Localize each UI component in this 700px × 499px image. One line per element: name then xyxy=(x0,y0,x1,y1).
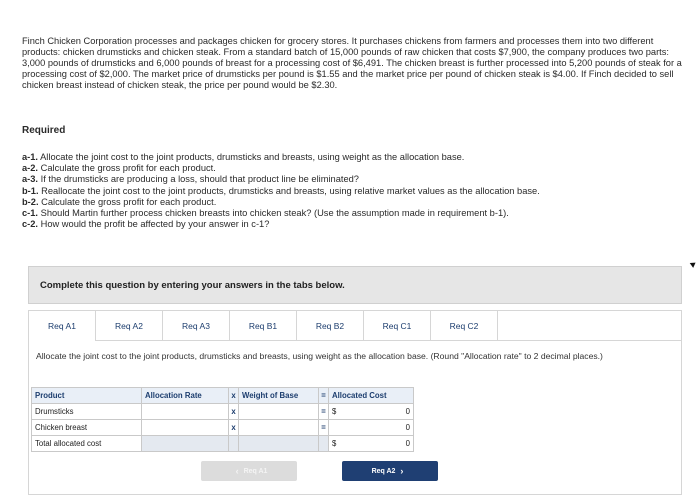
table-row xyxy=(32,420,414,436)
table-row xyxy=(32,404,414,420)
next-button-label: Req A2 xyxy=(371,467,396,475)
prev-button[interactable] xyxy=(201,461,297,481)
banner-text: Complete this question by entering your answers in the tabs below. xyxy=(40,280,345,291)
blank-op-cell xyxy=(319,436,329,452)
tab-req-a2[interactable]: Req A2 xyxy=(96,311,163,341)
breast-allocated-cost xyxy=(329,420,414,436)
tab-req-a1[interactable]: Req A1 xyxy=(29,311,96,341)
prev-button-label: Req A1 xyxy=(243,467,268,475)
row-label-chicken-breast: Chicken breast xyxy=(32,420,142,436)
cost-value: 0 xyxy=(405,423,410,432)
dollar-sign: $ xyxy=(332,439,337,448)
answer-panel xyxy=(28,310,682,495)
tab-req-c1[interactable]: Req C1 xyxy=(364,311,431,341)
chevron-left-icon: ‹ xyxy=(235,466,239,476)
breast-rate-input[interactable] xyxy=(142,420,229,436)
total-weight-cell xyxy=(239,436,319,452)
requirement-b2: b-2. Calculate the gross profit for each product. xyxy=(22,196,217,207)
equals-sign: = xyxy=(319,420,329,436)
total-allocated-cost xyxy=(329,436,414,452)
header-product: Product xyxy=(32,388,142,404)
total-rate-cell xyxy=(142,436,229,452)
drumsticks-weight-input[interactable] xyxy=(239,404,319,420)
header-weight-of-base: Weight of Base xyxy=(239,388,319,404)
mouse-cursor-icon xyxy=(690,260,698,268)
problem-intro: Finch Chicken Corporation processes and packages chicken for grocery stores. It purchases chickens from farmers and processes them into two different products: chicken drumsticks and chicken steak. From a standard batch of 15,000 pounds of raw chicken that costs $7,900, the company produces two parts: 3,000 pounds of drumsticks and 6,000 pounds of breast for a processing cost of $6,491. The chicken breast is further processed into 5,200 pounds of steak for a processing cost of $2,000. The market price of drumsticks per pound is $1.55 and the market price per pound of chicken steak is $4.00. If Finch decided to sell chicken breast instead of chicken steak, the price per pound would be $2.30. xyxy=(22,36,682,90)
requirement-a2: a-2. Calculate the gross profit for each product. xyxy=(22,163,216,174)
blank-op-cell xyxy=(229,436,239,452)
table-header-row xyxy=(32,388,414,404)
header-equals: = xyxy=(319,388,329,404)
next-button[interactable] xyxy=(342,461,438,481)
tab-bar-filler xyxy=(498,311,681,341)
tab-req-b2[interactable]: Req B2 xyxy=(297,311,364,341)
requirements-list xyxy=(22,152,694,230)
times-sign: x xyxy=(229,420,239,436)
required-heading: Required xyxy=(22,125,66,136)
table-row xyxy=(32,436,414,452)
tab-req-a3[interactable]: Req A3 xyxy=(163,311,230,341)
cost-value: 0 xyxy=(405,407,410,416)
dollar-sign: $ xyxy=(332,407,337,416)
requirement-a3: a-3. If the drumsticks are producing a loss, should that product line be eliminated? xyxy=(22,174,359,185)
tab-bar xyxy=(29,311,681,341)
requirement-c1: c-1. Should Martin further process chicken breasts into chicken steak? (Use the assumption made in requirement b-1). xyxy=(22,208,509,219)
tab-instruction: Allocate the joint cost to the joint products, drumsticks and breasts, using weight as the allocation base. (Round "Allocation rate" to 2 decimal places.) xyxy=(36,351,603,361)
equals-sign: = xyxy=(319,404,329,420)
drumsticks-rate-input[interactable] xyxy=(142,404,229,420)
tab-req-c2[interactable]: Req C2 xyxy=(431,311,498,341)
requirement-a1: a-1. Allocate the joint cost to the joint products, drumsticks and breasts, using weight as the allocation base. xyxy=(22,152,465,162)
instructions-banner xyxy=(28,266,682,304)
tab-req-b1[interactable]: Req B1 xyxy=(230,311,297,341)
header-times: x xyxy=(229,388,239,404)
requirement-c2: c-2. How would the profit be affected by your answer in c-1? xyxy=(22,219,270,230)
header-allocation-rate: Allocation Rate xyxy=(142,388,229,404)
requirement-b1: b-1. Reallocate the joint cost to the joint products, drumsticks and breasts, using relative market values as the allocation base. xyxy=(22,185,540,196)
breast-weight-input[interactable] xyxy=(239,420,319,436)
row-label-drumsticks: Drumsticks xyxy=(32,404,142,420)
row-label-total: Total allocated cost xyxy=(32,436,142,452)
times-sign: x xyxy=(229,404,239,420)
allocation-table xyxy=(31,387,414,452)
header-allocated-cost: Allocated Cost xyxy=(329,388,414,404)
chevron-right-icon: › xyxy=(400,466,404,476)
drumsticks-allocated-cost xyxy=(329,404,414,420)
cost-value: 0 xyxy=(405,439,410,448)
